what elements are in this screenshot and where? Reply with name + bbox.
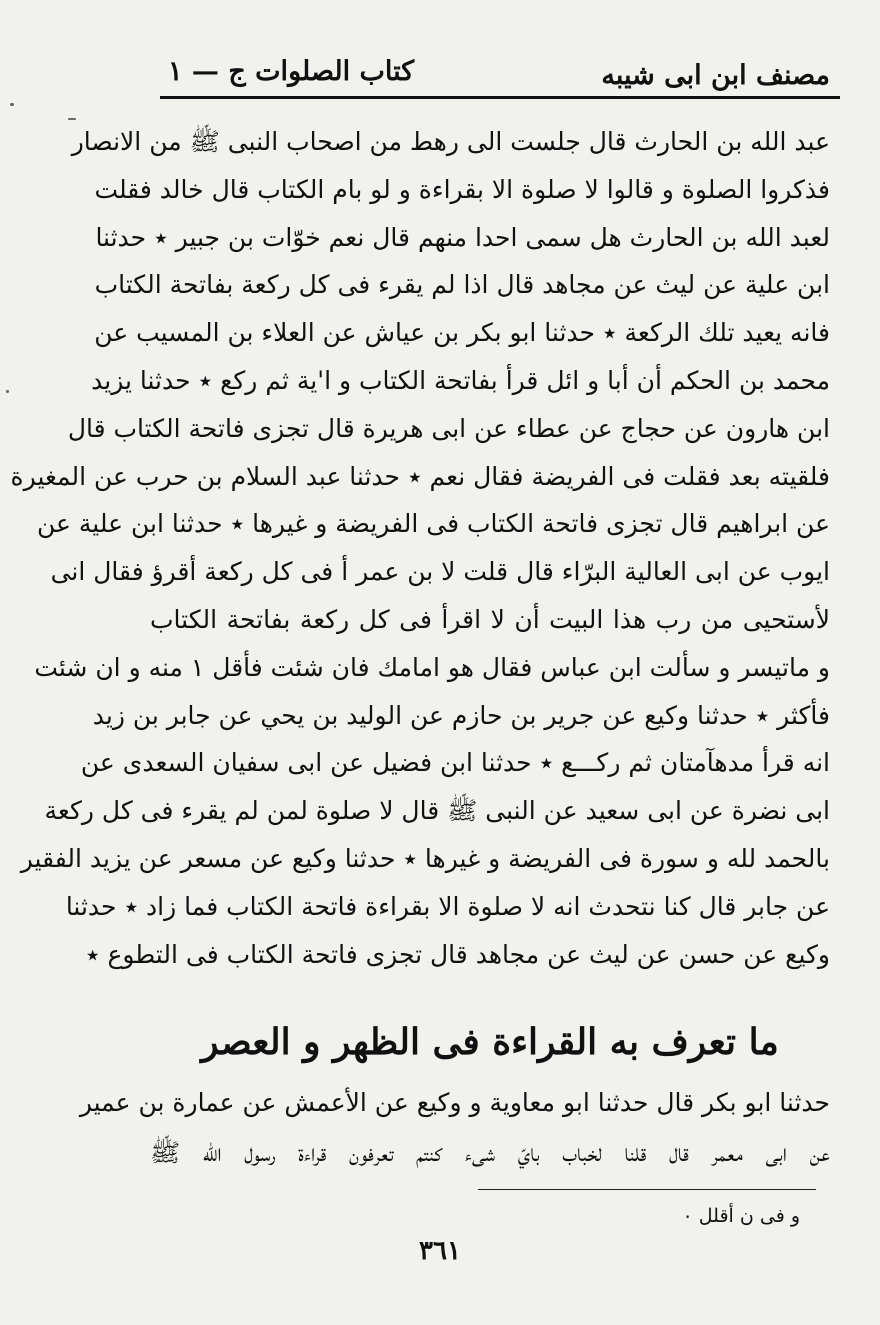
text-line: بالحمد لله و سورة فى الفريضة و غيرها ٭ حدثنا وكيع عن مسعر عن يزيد الفقير <box>20 843 830 873</box>
text-line: وكيع عن حسن عن ليث عن مجاهد قال تجزى فاتحة الكتاب فى التطوع ٭ <box>85 939 830 969</box>
text-line: عن ابراهيم قال تجزى فاتحة الكتاب فى الفريضة و غيرها ٭ حدثنا ابن علية عن <box>37 509 830 539</box>
text-line: فذكروا الصلوة و قالوا لا صلوة الا بقراءة و لو بام الكتاب قال خالد فقلت <box>94 174 830 204</box>
paper-speck <box>68 118 76 120</box>
text-line: ابى نضرة عن ابى سعيد عن النبى ﷺ قال لا صلوة لمن لم يقرء فى كل ركعة <box>44 796 830 826</box>
page-header <box>160 48 840 98</box>
text-line: انه قرأ مدهآمتان ثم ركـــع ٭ حدثنا ابن فضيل عن ابى سفيان السعدى عن <box>80 748 830 778</box>
header-rule <box>160 96 840 99</box>
text-line: فانه يعيد تلك الركعة ٭ حدثنا ابو بكر بن عياش عن العلاء بن المسيب عن <box>94 318 830 348</box>
text-line: محمد بن الحكم أن أبا و ائل قرأ بفاتحة الكتاب و ا'ية ثم ركع ٭ حدثنا يزيد <box>91 365 830 395</box>
text-line: فلقيته بعد فقلت فى الفريضة فقال نعم ٭ حدثنا عبد السلام بن حرب عن المغيرة <box>10 461 830 491</box>
footnote: و فى ن أقلل ٠ <box>682 1205 800 1227</box>
text-line: فأكثر ٭ حدثنا وكيع عن جرير بن حازم عن الوليد بن يحي عن جابر بن زيد <box>92 700 830 730</box>
text-line: و ماتيسر و سألت ابن عباس فقال هو امامك فان شئت فأقل ١ منه و ان شئت <box>34 652 830 682</box>
text-line: حدثنا ابو بكر قال حدثنا ابو معاوية و وكيع عن الأعمش عن عمارة بن عمير <box>79 1088 830 1117</box>
paper-speck <box>10 103 14 106</box>
section-title: كتاب الصلوات ج — ١ <box>168 56 415 87</box>
page-number: ٣٦١ <box>419 1236 461 1266</box>
text-line: ابن علية عن ليث عن مجاهد قال اذا لم يقرء فى كل ركعة بفاتحة الكتاب <box>94 270 830 300</box>
text-line: عبد الله بن الحارث قال جلست الى رهط من اصحاب النبى ﷺ من الانصار <box>71 127 830 156</box>
book-title: مصنف ابن ابى شيبه <box>601 60 830 91</box>
text-line: ابن هارون عن حجاج عن عطاء عن ابى هريرة قال تجزى فاتحة الكتاب قال <box>67 413 830 443</box>
text-line: عن جابر قال كنا نتحدث انه لا صلوة الا بقراءة فاتحة الكتاب فما زاد ٭ حدثنا <box>65 891 830 921</box>
section-text <box>79 1078 830 1178</box>
text-line: لأستحيى من رب هذا البيت أن لا اقرأ فى كل ركعة بفاتحة الكتاب <box>150 604 830 634</box>
text-line: ايوب عن ابى العالية البرّاء قال قلت لا بن عمر أ فى كل ركعة أقرؤ فقال انى <box>50 557 830 587</box>
body-text <box>10 118 830 978</box>
text-line: لعبد الله بن الحارث هل سمى احدا منهم قال نعم خوّات بن جبير ٭ حدثنا <box>95 222 830 252</box>
footnote-rule <box>478 1189 816 1190</box>
section-heading: ما تعرف به القراءة فى الظهر و العصر <box>201 1021 779 1063</box>
text-line: عن ابى معمر قال قلنا لخباب بايّ شىء كنتم تعرفون قراءة رسول الله ﷺ <box>150 1138 830 1167</box>
paper-speck <box>6 390 9 393</box>
